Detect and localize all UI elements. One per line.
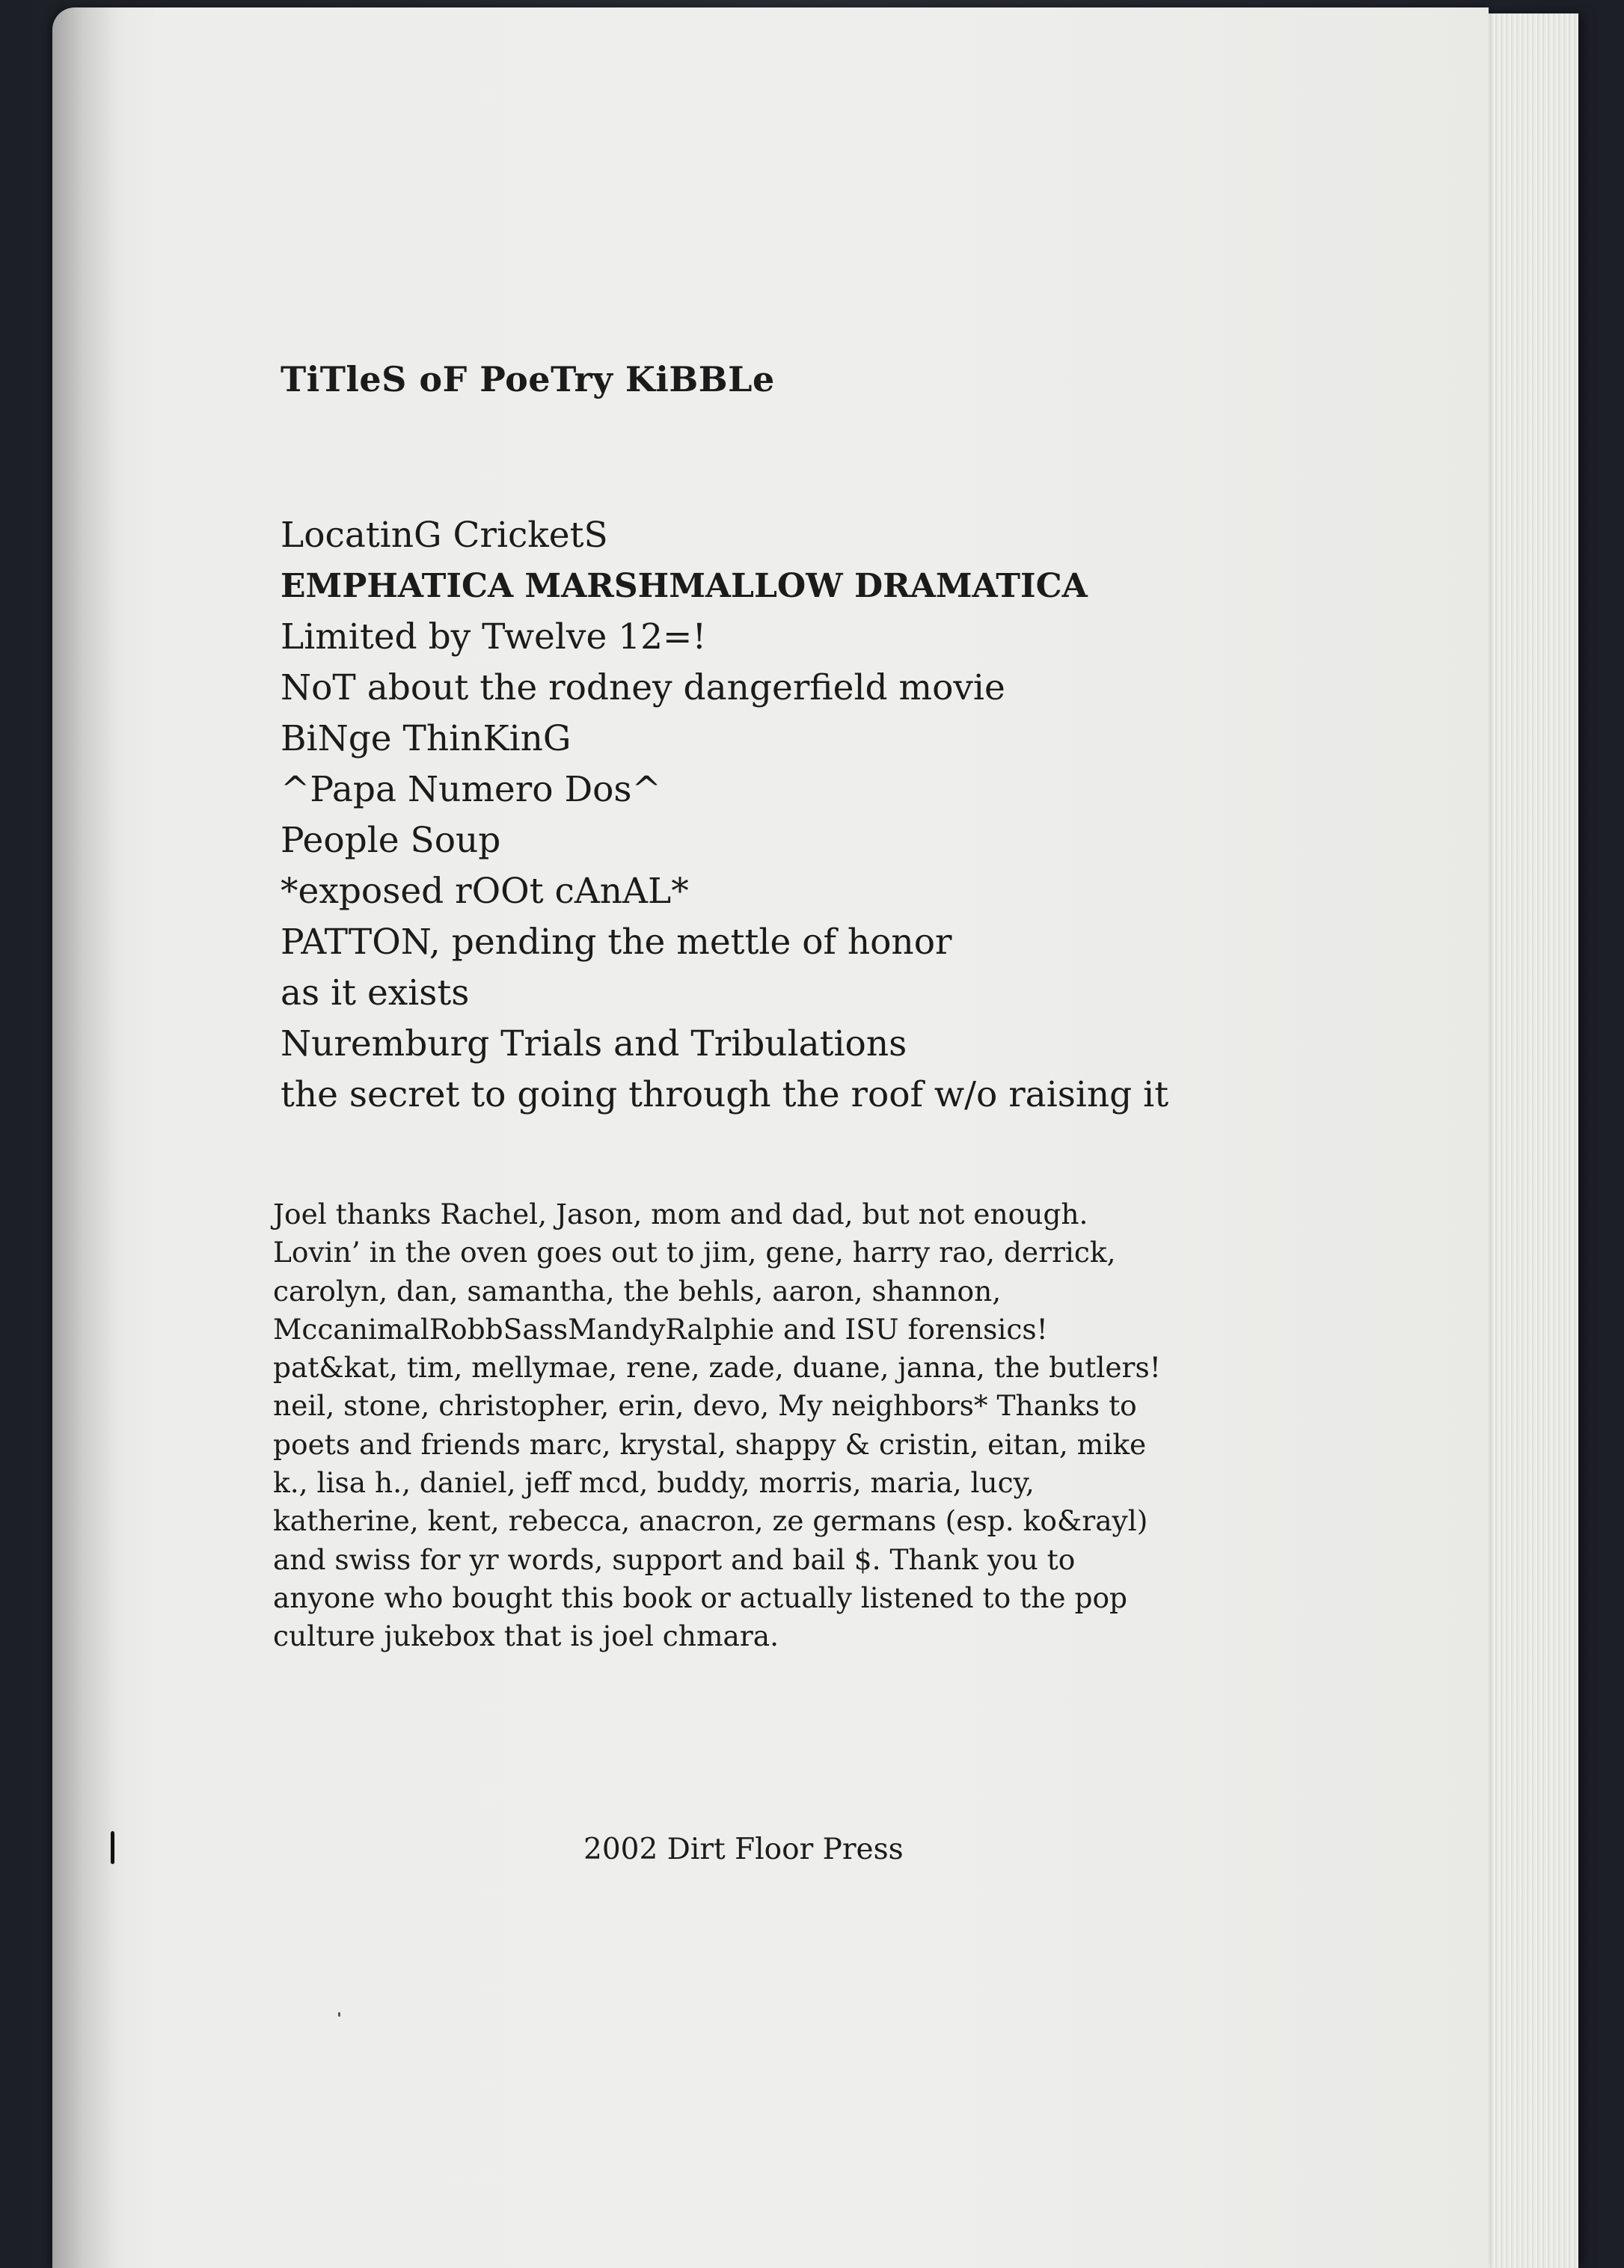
acknowledgments-line: neil, stone, christopher, erin, devo, My neighbors* Thanks to bbox=[273, 1389, 1137, 1423]
poem-title: LocatinG CricketS bbox=[281, 515, 608, 556]
acknowledgments-line: Lovin’ in the oven goes out to jim, gene, harry rao, derrick, bbox=[273, 1236, 1116, 1269]
acknowledgments-line: k., lisa h., daniel, jeff mcd, buddy, morris, maria, lucy, bbox=[273, 1466, 1035, 1500]
poem-title: PATTON, pending the mettle of honor bbox=[281, 922, 952, 963]
poem-title: BiNge ThinKinG bbox=[281, 718, 572, 759]
acknowledgments-line: carolyn, dan, samantha, the behls, aaron, shannon, bbox=[273, 1274, 1002, 1308]
poem-title: Nuremburg Trials and Tribulations bbox=[281, 1023, 907, 1064]
margin-pen-mark bbox=[111, 1831, 114, 1864]
page-spine-shadow bbox=[52, 7, 120, 2268]
acknowledgments-paragraph bbox=[273, 1195, 1275, 1656]
paper-speck bbox=[338, 2012, 340, 2017]
poem-title: *exposed rOOt cAnAL* bbox=[281, 871, 689, 912]
acknowledgments-line: MccanimalRobbSassMandyRalphie and ISU forensics! bbox=[273, 1312, 1048, 1346]
book-page bbox=[52, 7, 1489, 2268]
acknowledgments-line: Joel thanks Rachel, Jason, mom and dad, but not enough. bbox=[273, 1198, 1088, 1230]
acknowledgments-line: culture jukebox that is joel chmara. bbox=[273, 1619, 779, 1653]
poem-title: Limited by Twelve 12=! bbox=[281, 616, 707, 658]
poem-title: People Soup bbox=[281, 820, 501, 861]
acknowledgments-line: anyone who bought this book or actually listened to the pop bbox=[273, 1581, 1128, 1614]
poem-title: NoT about the rodney dangerfield movie bbox=[281, 667, 1005, 708]
poem-title: as it exists bbox=[281, 972, 470, 1014]
poem-title: the secret to going through the roof w/o raising it bbox=[281, 1074, 1169, 1115]
acknowledgments-line: and swiss for yr words, support and bail $. Thank you to bbox=[273, 1542, 1076, 1576]
acknowledgments-line: pat&kat, tim, mellymae, rene, zade, duane, janna, the butlers! bbox=[273, 1351, 1161, 1385]
poem-title: ^Papa Numero Dos^ bbox=[281, 769, 661, 810]
acknowledgments-line: katherine, kent, rebecca, anacron, ze germans (esp. ko&rayl) bbox=[273, 1504, 1148, 1538]
page-title: TiTleS oF PoeTry KiBBLe bbox=[281, 359, 775, 399]
publisher-line: 2002 Dirt Floor Press bbox=[583, 1833, 904, 1866]
poem-title-list bbox=[281, 510, 1168, 1121]
poem-title: EMPHATICA MARSHMALLOW DRAMATICA bbox=[281, 567, 1088, 605]
acknowledgments-line: poets and friends marc, krystal, shappy & cristin, eitan, mike bbox=[273, 1427, 1147, 1461]
